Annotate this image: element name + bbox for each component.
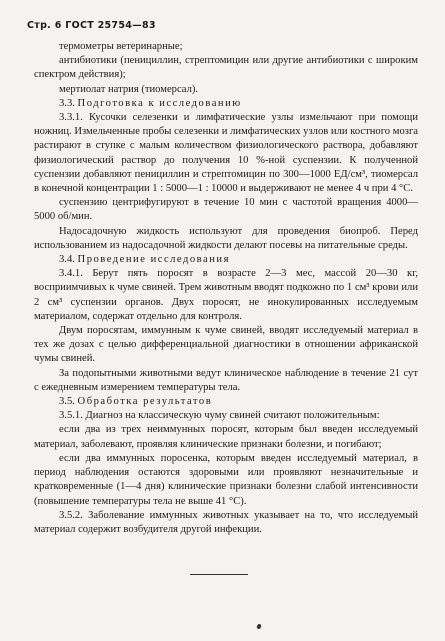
list-item: мертиолат натрия (тиомерсал). <box>59 83 199 95</box>
section-title: Подготовка к исследованию <box>77 97 242 109</box>
paragraph-observation: За подопытными животными ведут клиническое наблюдение в течение 21 сут с ежедневным измерением температуры тела. <box>34 367 418 393</box>
document-body <box>34 40 418 537</box>
paragraph-3-4-1: 3.4.1. Берут пять поросят в возрасте 2—3 мес, массой 20—30 кг, восприимчивых к чуме свиней. Трем животным вводят подкожно по 1 см³ крови или 2 см³ суспензии органов. Двух поросят, не инокулированных исследуемым материалом, содержат отдельно для контроля. <box>34 268 418 322</box>
paragraph-condition-2: если два иммунных поросенка, которым введен исследуемый материал, в период наблюдения остаются здоровыми или проявляют незначительные и кратковременные (1—4 дня) клинические признаки болезни слабой интенсивности (повышение температуры тела не выше 41 °С). <box>34 452 418 507</box>
section-heading-3-3 <box>34 97 418 111</box>
section-heading-3-5 <box>34 395 418 409</box>
list-item: антибиотики (пенициллин, стрептомицин или другие антибиотики с широким спектром действия); <box>34 55 418 81</box>
list-item: термометры ветеринарные; <box>59 41 183 52</box>
end-rule <box>190 574 248 575</box>
paragraph-3-3-1: 3.3.1. Кусочки селезенки и лимфатические узлы измельчают при помощи ножниц. Измельченные пробы селезенки и лимфатических узлов или костного мозга растирают в ступке с малым количеством физиологического раствора, добавляют физиологический раствор до получения 10 %-ной суспензии. К полученной суспензии добавляют пенициллин и стрептомицин по 300—1000 ЕД/см³, тиомерсал в конечной концентрации 1 : 5000—1 : 10000 и выдерживают не менее 4 ч при 4 °С. <box>34 112 418 195</box>
paragraph-3-5-2: 3.5.2. Заболевание иммунных животных указывает на то, что исследуемый материал содержит возбудителя другой инфекции. <box>34 509 418 535</box>
section-heading-3-4 <box>34 253 418 267</box>
paragraph-supernatant: Надосадочную жидкость используют для проведения биопроб. Перед использованием из надосадочной жидкости делают посевы на питательные среды. <box>34 225 418 251</box>
paragraph-condition-1: если два из трех неиммунных поросят, которым был введен исследуемый материал, заболевают, проявляя клинические признаки болезни, и погибают; <box>34 424 418 450</box>
section-number: 3.5. <box>59 396 75 408</box>
section-title: Обработка результатов <box>77 396 213 408</box>
page-header: Стр. 6 ГОСТ 25754—83 <box>27 20 156 31</box>
section-number: 3.3. <box>59 97 75 109</box>
section-number: 3.4. <box>59 254 75 266</box>
scan-mark <box>256 623 261 629</box>
paragraph-immune-pigs: Двум поросятам, иммунным к чуме свиней, вводят исследуемый материал в тех же дозах с целью дифференциальной диагностики в отношении африканской чумы свиней. <box>34 325 418 365</box>
section-title: Проведение исследования <box>77 254 230 266</box>
paragraph-3-5-1: 3.5.1. Диагноз на классическую чуму свиней считают положительным: <box>59 410 380 422</box>
paragraph-centrifuge: суспензию центрифугируют в течение 10 мин с частотой вращения 4000—5000 об/мин. <box>34 197 418 223</box>
